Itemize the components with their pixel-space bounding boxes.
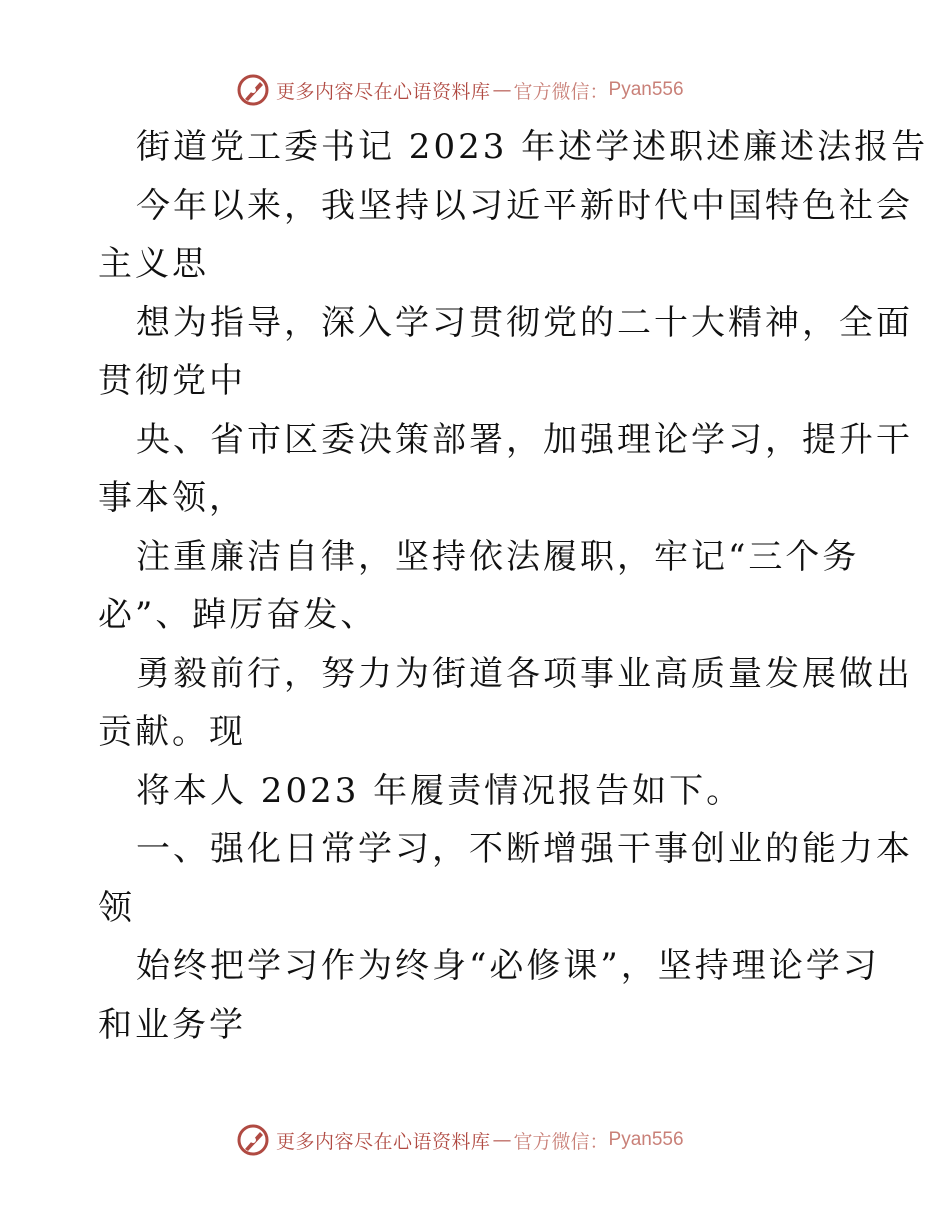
watermark-sub-text: 官方微信： [513, 80, 609, 103]
body-line: 领 [98, 888, 135, 928]
body-line: 必”、踔厉奋发、 [98, 595, 378, 635]
body-line: 勇毅前行，努力为街道各项事业高质量发展做出 [136, 654, 913, 694]
body-line: 注重廉洁自律，坚持依法履职，牢记“三个务 [136, 537, 860, 577]
watermark-sub-text: 官方微信： [513, 1130, 609, 1153]
body-line: 事本领， [98, 478, 246, 518]
body-line: 一、强化日常学习，不断增强干事创业的能力本 [136, 829, 913, 869]
pen-logo-icon [236, 73, 270, 107]
watermark-main-text: 更多内容尽在心语资料库 [276, 1130, 491, 1153]
body-line: 将本人 2023 年履责情况报告如下。 [136, 771, 744, 811]
watermark-separator: — [492, 1129, 512, 1151]
body-line: 今年以来，我坚持以习近平新时代中国特色社会 [136, 186, 913, 226]
header-watermark [236, 72, 684, 108]
watermark-separator: — [492, 79, 512, 101]
body-line: 主义思 [98, 244, 209, 284]
watermark-wechat-id: Pyan556 [608, 79, 684, 100]
document-title: 街道党工委书记 2023 年述学述职述廉述法报告 [136, 127, 929, 167]
body-line: 始终把学习作为终身“必修课”，坚持理论学习 [136, 946, 880, 986]
body-line: 贡献。现 [98, 712, 246, 752]
body-line: 和业务学 [98, 1005, 246, 1045]
footer-watermark [236, 1122, 684, 1158]
pen-logo-icon [236, 1123, 270, 1157]
watermark-main-text: 更多内容尽在心语资料库 [276, 80, 491, 103]
body-line: 贯彻党中 [98, 361, 246, 401]
body-line: 想为指导，深入学习贯彻党的二十大精神，全面 [136, 303, 913, 343]
body-line: 央、省市区委决策部署，加强理论学习，提升干 [136, 420, 913, 460]
watermark-wechat-id: Pyan556 [608, 1129, 684, 1150]
